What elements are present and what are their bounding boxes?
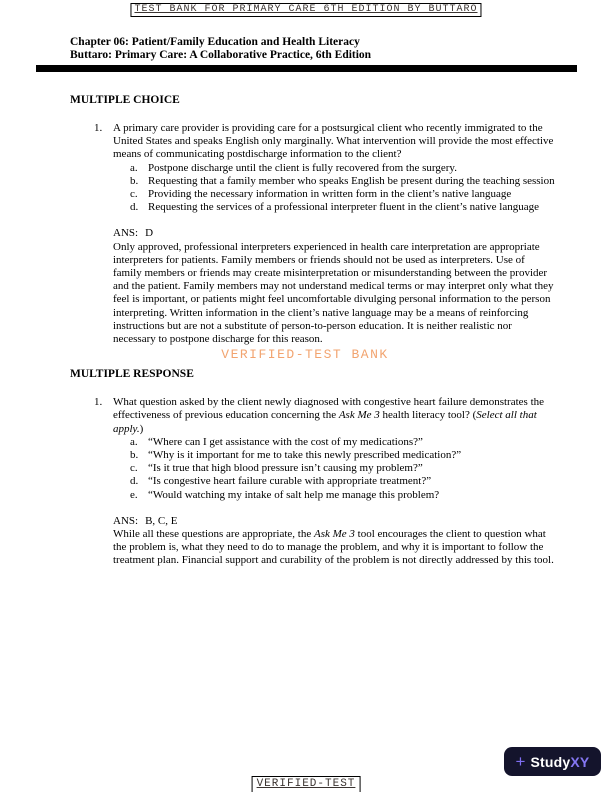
option-text: “Is it true that high blood pressure isn’t causing my problem?” <box>148 462 423 475</box>
question-body <box>113 396 556 567</box>
option-letter: a. <box>130 161 138 174</box>
bottom-banner-text: VERIFIED-TEST <box>256 778 356 790</box>
question-text-part3: ) <box>139 422 144 435</box>
answer-option-c <box>130 188 556 201</box>
verified-watermark: VERIFIED-TEST BANK <box>221 347 389 363</box>
bottom-banner <box>252 776 361 792</box>
answer-option-b <box>130 175 556 188</box>
answer-option-c <box>130 462 556 475</box>
question-text <box>113 396 556 436</box>
rationale-italic: Ask Me 3 <box>313 528 355 541</box>
top-banner <box>130 3 481 17</box>
question-text-part2: health literacy tool? ( <box>379 409 477 422</box>
question-text-italic2: Select all that apply. <box>113 409 537 435</box>
question-number: 1. <box>94 122 103 134</box>
option-letter: a. <box>130 435 138 448</box>
answer-option-a <box>130 436 556 449</box>
option-letter: d. <box>130 475 139 488</box>
option-text: “Where can I get assistance with the cost of my medications?” <box>148 435 423 448</box>
option-text: Postpone discharge until the client is fully recovered from the surgery. <box>148 161 457 174</box>
chapter-title-line2: Buttaro: Primary Care: A Collaborative Practice, 6th Edition <box>70 49 372 61</box>
option-letter: c. <box>130 462 138 475</box>
answer-value: D <box>145 227 154 240</box>
answer-label: ANS: <box>113 514 139 527</box>
option-text: “Is congestive heart failure curable with appropriate treatment?” <box>148 475 432 488</box>
option-letter: d. <box>130 201 139 214</box>
option-text: “Why is it important for me to take this newly prescribed medication?” <box>148 449 462 462</box>
chapter-title-line1: Chapter 06: Patient/Family Education and Health Literacy <box>70 36 360 48</box>
horizontal-rule <box>36 65 577 72</box>
logo-brand-accent: XY <box>570 753 590 770</box>
option-letter: c. <box>130 188 138 201</box>
top-banner-text: TEST BANK FOR PRIMARY CARE 6TH EDITION BY BUTTARO <box>134 4 478 15</box>
answer-value: B, C, E <box>145 514 178 527</box>
answer-line <box>113 227 556 240</box>
multiple-response-question-1 <box>94 396 556 567</box>
question-number: 1. <box>94 396 103 409</box>
multiple-response-heading: MULTIPLE RESPONSE <box>70 368 194 381</box>
logo-brand-text <box>530 754 589 770</box>
option-text: Requesting the services of a professional interpreter fluent in the client’s native language <box>148 201 539 214</box>
answer-option-d <box>130 475 556 488</box>
answer-rationale <box>113 528 556 568</box>
option-letter: b. <box>130 449 139 462</box>
multiple-choice-question-1 <box>94 122 556 346</box>
plus-icon: + <box>515 751 526 771</box>
answer-option-a <box>130 162 556 175</box>
answer-label: ANS: <box>113 227 139 240</box>
option-text: Providing the necessary information in written form in the client’s native language <box>148 188 512 201</box>
rationale-part2: tool encourages the client to question what the problem is, what they need to do to manage the problem, and why it is important to follow the treatment plan. Financial support and curability of the problem is not directly addressed by this tool. <box>113 528 554 567</box>
option-letter: b. <box>130 174 139 187</box>
studyxy-logo <box>504 747 601 776</box>
question-text: A primary care provider is providing care for a postsurgical client who recently immigrated to the United States and speaks English only marginally. What intervention will provide the most effective means of communicating postdischarge information to the client? <box>113 122 554 161</box>
rationale-part1: While all these questions are appropriate, the <box>113 528 314 541</box>
answer-option-d <box>130 201 556 214</box>
question-text-italic1: Ask Me 3 <box>338 409 380 422</box>
chapter-title-block <box>70 36 556 62</box>
answer-rationale: Only approved, professional interpreters experienced in health care interpretation are appropriate interpreters for patients. Family members or friends should not be used as interpreters. Use of family members or friends may create misinterpretation or misunderstanding between the provider and the patient. Family members may not understand medical terms or may interpret only what they feel is important, or patients might feel uncomfortable divulging personal information to the person interpreting. Written information in the client’s native language may be a means of reinforcing instructions but are not a substitute of person-to-person education. It is neither realistic nor necessary to postpone discharge for this reason. <box>113 240 554 346</box>
logo-brand-main: Study <box>530 753 571 770</box>
question-text-part1: What question asked by the client newly diagnosed with congestive heart failure demonstrates the effectiveness of previous education concerning the <box>113 396 545 422</box>
question-body <box>113 122 556 346</box>
answer-option-b <box>130 449 556 462</box>
option-text: Requesting that a family member who speaks English be present during the teaching session <box>148 174 555 187</box>
option-letter: e. <box>130 488 138 501</box>
answer-line <box>113 515 556 528</box>
multiple-choice-heading: MULTIPLE CHOICE <box>70 94 180 106</box>
option-text: “Would watching my intake of salt help me manage this problem? <box>148 488 440 501</box>
answer-option-e <box>130 489 556 502</box>
